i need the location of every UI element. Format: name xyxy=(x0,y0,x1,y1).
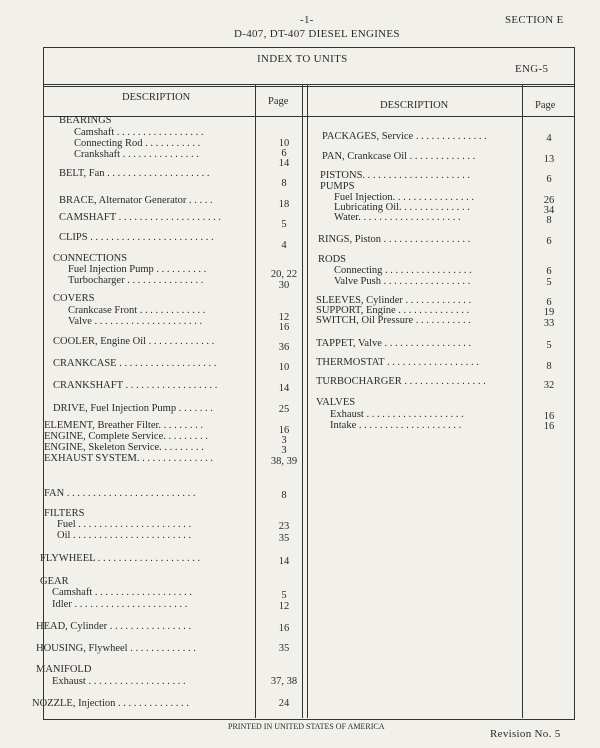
list-item: HEAD, Cylinder . . . . . . . . . . . . . . . . xyxy=(36,621,192,632)
page-ref: 14 xyxy=(278,556,290,567)
page-ref: 6 xyxy=(546,297,552,308)
list-item: RODS xyxy=(318,254,347,265)
list-item: PISTONS. . . . . . . . . . . . . . . . . . . . . xyxy=(320,170,471,181)
left-page-col-divider xyxy=(255,84,256,718)
left-col-page: Page xyxy=(268,96,289,107)
header-divider xyxy=(44,116,574,117)
page-ref: 26 xyxy=(543,195,555,206)
list-item: Valve Push . . . . . . . . . . . . . . . . . xyxy=(334,276,471,287)
page-ref: 8 xyxy=(546,361,552,372)
index-title: INDEX TO UNITS xyxy=(257,53,348,65)
list-item: Idler . . . . . . . . . . . . . . . . . . . . . . xyxy=(52,599,188,610)
eng-code: ENG-5 xyxy=(515,63,549,75)
list-item: COOLER, Engine Oil . . . . . . . . . . . . . xyxy=(53,336,215,347)
list-item: VALVES xyxy=(316,397,356,408)
page-ref: 16 xyxy=(543,421,555,432)
page-ref: 32 xyxy=(543,380,555,391)
list-item: SLEEVES, Cylinder . . . . . . . . . . . . . xyxy=(316,295,472,306)
list-item: PAN, Crankcase Oil . . . . . . . . . . . . . xyxy=(322,151,476,162)
list-item: ELEMENT, Breather Filter. . . . . . . . . xyxy=(44,420,204,431)
page-ref: 12 xyxy=(278,312,290,323)
page-ref: 35 xyxy=(278,643,290,654)
list-item: Connecting . . . . . . . . . . . . . . . . . xyxy=(334,265,472,276)
right-col-description: DESCRIPTION xyxy=(380,100,449,111)
list-item: Fuel Injection. . . . . . . . . . . . . . . . xyxy=(334,192,474,203)
page-ref: 14 xyxy=(278,158,290,169)
list-item: Fuel Injection Pump . . . . . . . . . . xyxy=(68,264,207,275)
list-item: CRANKSHAFT . . . . . . . . . . . . . . . . . . xyxy=(53,380,218,391)
page-ref: 10 xyxy=(278,362,290,373)
page-ref: 24 xyxy=(278,698,290,709)
list-item: FLYWHEEL . . . . . . . . . . . . . . . . . . . . xyxy=(40,553,201,564)
list-item: TURBOCHARGER . . . . . . . . . . . . . . . . xyxy=(316,376,486,387)
page-ref: 5 xyxy=(546,277,552,288)
list-item: MANIFOLD xyxy=(36,664,92,675)
right-page-col-divider xyxy=(522,84,523,718)
page-ref: 16 xyxy=(543,411,555,422)
list-item: TAPPET, Valve . . . . . . . . . . . . . . . . . xyxy=(316,338,472,349)
list-item: Crankcase Front . . . . . . . . . . . . . xyxy=(68,305,206,316)
list-item: BELT, Fan . . . . . . . . . . . . . . . . . . . . xyxy=(59,168,210,179)
printed-in-usa: PRINTED IN UNITED STATES OF AMERICA xyxy=(228,722,385,731)
page-ref: 6 xyxy=(546,266,552,277)
page-ref: 30 xyxy=(278,280,290,291)
page-ref: 36 xyxy=(278,342,290,353)
revision-number: Revision No. 5 xyxy=(490,728,561,740)
page-ref: 34 xyxy=(543,205,555,216)
list-item: CRANKCASE . . . . . . . . . . . . . . . . . . . xyxy=(53,358,217,369)
list-item: Intake . . . . . . . . . . . . . . . . . . . . xyxy=(330,420,462,431)
page-ref: 12 xyxy=(278,601,290,612)
list-item: HOUSING, Flywheel . . . . . . . . . . . . . xyxy=(36,643,196,654)
page-ref: 16 xyxy=(278,322,290,333)
page-ref: 18 xyxy=(278,199,290,210)
page-ref: 5 xyxy=(281,219,287,230)
list-item: CLIPS . . . . . . . . . . . . . . . . . . . . . . . . xyxy=(59,232,214,243)
engine-title: D-407, DT-407 DIESEL ENGINES xyxy=(234,28,400,40)
list-item: RINGS, Piston . . . . . . . . . . . . . . . . . xyxy=(318,234,471,245)
list-item: CAMSHAFT . . . . . . . . . . . . . . . . . . . . xyxy=(59,212,221,223)
page-ref: 3 xyxy=(281,445,287,456)
list-item: Crankshaft . . . . . . . . . . . . . . . xyxy=(74,149,199,160)
page-ref: 13 xyxy=(543,154,555,165)
page-ref: 10 xyxy=(278,138,290,149)
list-item: BEARINGS xyxy=(59,115,112,126)
page-ref: 14 xyxy=(278,383,290,394)
list-item: CONNECTIONS xyxy=(53,253,128,264)
list-item: FAN . . . . . . . . . . . . . . . . . . . . . . . . . xyxy=(44,488,196,499)
page-ref: 37, 38 xyxy=(270,676,298,687)
page-ref: 8 xyxy=(546,215,552,226)
list-item: Water. . . . . . . . . . . . . . . . . . . . xyxy=(334,212,461,223)
list-item: Exhaust . . . . . . . . . . . . . . . . . . . xyxy=(330,409,464,420)
page-ref: 16 xyxy=(278,425,290,436)
page-ref: 20, 22 xyxy=(270,269,298,280)
list-item: EXHAUST SYSTEM. . . . . . . . . . . . . . . xyxy=(44,453,213,464)
page-ref: 23 xyxy=(278,521,290,532)
list-item: Turbocharger . . . . . . . . . . . . . . . xyxy=(68,275,204,286)
list-item: Fuel . . . . . . . . . . . . . . . . . . . . . . xyxy=(57,519,192,530)
page-number: -1- xyxy=(300,14,314,26)
list-item: BRACE, Alternator Generator . . . . . xyxy=(59,195,213,206)
list-item: COVERS xyxy=(53,293,95,304)
list-item: SUPPORT, Engine . . . . . . . . . . . . . . xyxy=(316,305,470,316)
list-item: PACKAGES, Service . . . . . . . . . . . . . . xyxy=(322,131,487,142)
list-item: Camshaft . . . . . . . . . . . . . . . . . xyxy=(74,127,204,138)
list-item: FILTERS xyxy=(44,508,85,519)
page-ref: 8 xyxy=(281,178,287,189)
page-ref: 16 xyxy=(278,623,290,634)
list-item: PUMPS xyxy=(320,181,355,192)
list-item: Camshaft . . . . . . . . . . . . . . . . . . . xyxy=(52,587,192,598)
list-item: Exhaust . . . . . . . . . . . . . . . . . . . xyxy=(52,676,186,687)
list-item: Oil . . . . . . . . . . . . . . . . . . . . . . . xyxy=(57,530,192,541)
page-ref: 5 xyxy=(281,590,287,601)
page-ref: 25 xyxy=(278,404,290,415)
page-ref: 4 xyxy=(281,240,287,251)
list-item: GEAR xyxy=(40,576,69,587)
page-ref: 8 xyxy=(281,490,287,501)
list-item: THERMOSTAT . . . . . . . . . . . . . . . . . . xyxy=(316,357,479,368)
list-item: NOZZLE, Injection . . . . . . . . . . . . . . xyxy=(32,698,189,709)
list-item: Connecting Rod . . . . . . . . . . . xyxy=(74,138,201,149)
list-item: Lubricating Oil. . . . . . . . . . . . . . xyxy=(334,202,470,213)
page-ref: 6 xyxy=(281,148,287,159)
page-ref: 35 xyxy=(278,533,290,544)
list-item: ENGINE, Skeleton Service. . . . . . . . . xyxy=(44,442,204,453)
page-ref: 6 xyxy=(546,174,552,185)
page-ref: 4 xyxy=(546,133,552,144)
page-ref: 38, 39 xyxy=(270,456,298,467)
page-ref: 3 xyxy=(281,435,287,446)
right-col-page: Page xyxy=(535,100,556,111)
list-item: ENGINE, Complete Service. . . . . . . . . xyxy=(44,431,208,442)
list-item: DRIVE, Fuel Injection Pump . . . . . . . xyxy=(53,403,213,414)
page-ref: 33 xyxy=(543,318,555,329)
page-ref: 5 xyxy=(546,340,552,351)
section-label: SECTION E xyxy=(505,14,564,26)
list-item: Valve . . . . . . . . . . . . . . . . . . . . . xyxy=(68,316,203,327)
list-item: SWITCH, Oil Pressure . . . . . . . . . . . xyxy=(316,315,471,326)
left-col-description: DESCRIPTION xyxy=(122,92,191,103)
page-ref: 6 xyxy=(546,236,552,247)
page-ref: 19 xyxy=(543,307,555,318)
